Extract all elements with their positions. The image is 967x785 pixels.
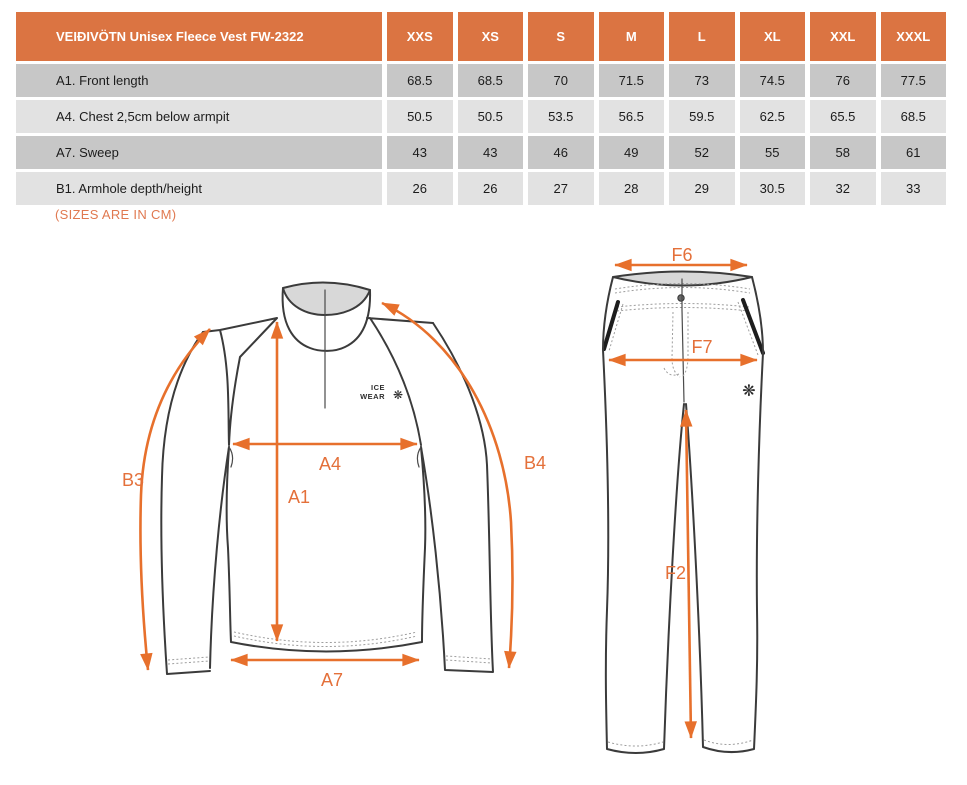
cell-value: 27 <box>528 172 594 205</box>
right-shoulder-seams <box>367 318 433 445</box>
b4-label: B4 <box>523 453 547 473</box>
f7-label: F7 <box>691 337 713 357</box>
cell-value: 77.5 <box>881 64 947 97</box>
right-pocket-trim <box>743 300 763 353</box>
cell-value: 68.5 <box>458 64 524 97</box>
cell-value: 49 <box>599 136 665 169</box>
cell-value: 56.5 <box>599 100 665 133</box>
cell-value: 30.5 <box>740 172 806 205</box>
left-cuff-stitch <box>168 657 209 664</box>
row-label: A1. Front length <box>16 64 382 97</box>
logo-ice: ICE <box>370 383 385 392</box>
cell-value: 68.5 <box>881 100 947 133</box>
size-table-header-row <box>16 12 946 61</box>
logo-snowflake-icon: ❋ <box>393 388 404 402</box>
f2-label: F2 <box>664 563 686 583</box>
table-row <box>16 172 946 205</box>
pants-snowflake-icon: ❋ <box>742 381 756 400</box>
cell-value: 52 <box>669 136 735 169</box>
size-col-l: L <box>669 12 735 61</box>
cell-value: 71.5 <box>599 64 665 97</box>
cell-value: 62.5 <box>740 100 806 133</box>
cell-value: 29 <box>669 172 735 205</box>
cell-value: 76 <box>810 64 876 97</box>
product-title: VEIÐIVÖTN Unisex Fleece Vest FW-2322 <box>16 12 382 61</box>
cell-value: 26 <box>458 172 524 205</box>
size-col-m: M <box>599 12 665 61</box>
b4-arrow <box>382 303 512 668</box>
cell-value: 65.5 <box>810 100 876 133</box>
cell-value: 26 <box>387 172 453 205</box>
a7-label: A7 <box>320 670 344 690</box>
fly-stitch <box>664 312 688 377</box>
waist-button <box>678 295 684 301</box>
measurement-diagram <box>0 245 967 785</box>
row-label: A7. Sweep <box>16 136 382 169</box>
table-row <box>16 136 946 169</box>
row-label: A4. Chest 2,5cm below armpit <box>16 100 382 133</box>
cell-value: 70 <box>528 64 594 97</box>
units-note: (SIZES ARE IN CM) <box>55 207 177 222</box>
fleece-drawing <box>122 282 546 690</box>
size-col-xxxl: XXXL <box>881 12 947 61</box>
cell-value: 32 <box>810 172 876 205</box>
size-col-s: S <box>528 12 594 61</box>
size-col-xs: XS <box>458 12 524 61</box>
cell-value: 46 <box>528 136 594 169</box>
f6-label: F6 <box>671 245 693 265</box>
cell-value: 43 <box>387 136 453 169</box>
size-col-xl: XL <box>740 12 806 61</box>
cell-value: 50.5 <box>458 100 524 133</box>
fleece-body <box>227 447 426 652</box>
collar-inside <box>283 282 370 315</box>
b3-arrow <box>140 329 210 670</box>
size-col-xxs: XXS <box>387 12 453 61</box>
table-row <box>16 100 946 133</box>
cell-value: 53.5 <box>528 100 594 133</box>
left-shoulder-seams <box>203 318 277 445</box>
cell-value: 33 <box>881 172 947 205</box>
table-row <box>16 64 946 97</box>
right-sleeve <box>421 323 493 672</box>
logo-wear: WEAR <box>360 392 385 401</box>
hem-stitch <box>234 632 417 647</box>
cell-value: 74.5 <box>740 64 806 97</box>
cell-value: 59.5 <box>669 100 735 133</box>
size-table <box>11 9 951 208</box>
a4-label: A4 <box>318 454 342 474</box>
cell-value: 28 <box>599 172 665 205</box>
cell-value: 68.5 <box>387 64 453 97</box>
row-label: B1. Armhole depth/height <box>16 172 382 205</box>
right-cuff-stitch <box>446 656 492 663</box>
a1-label: A1 <box>288 487 311 507</box>
cell-value: 58 <box>810 136 876 169</box>
size-col-xxl: XXL <box>810 12 876 61</box>
cell-value: 43 <box>458 136 524 169</box>
cell-value: 50.5 <box>387 100 453 133</box>
cell-value: 73 <box>669 64 735 97</box>
cell-value: 55 <box>740 136 806 169</box>
pants-drawing <box>603 245 763 753</box>
b3-label: B3 <box>121 470 145 490</box>
leg-hem-stitch <box>608 740 753 746</box>
cell-value: 61 <box>881 136 947 169</box>
left-sleeve <box>161 332 229 674</box>
